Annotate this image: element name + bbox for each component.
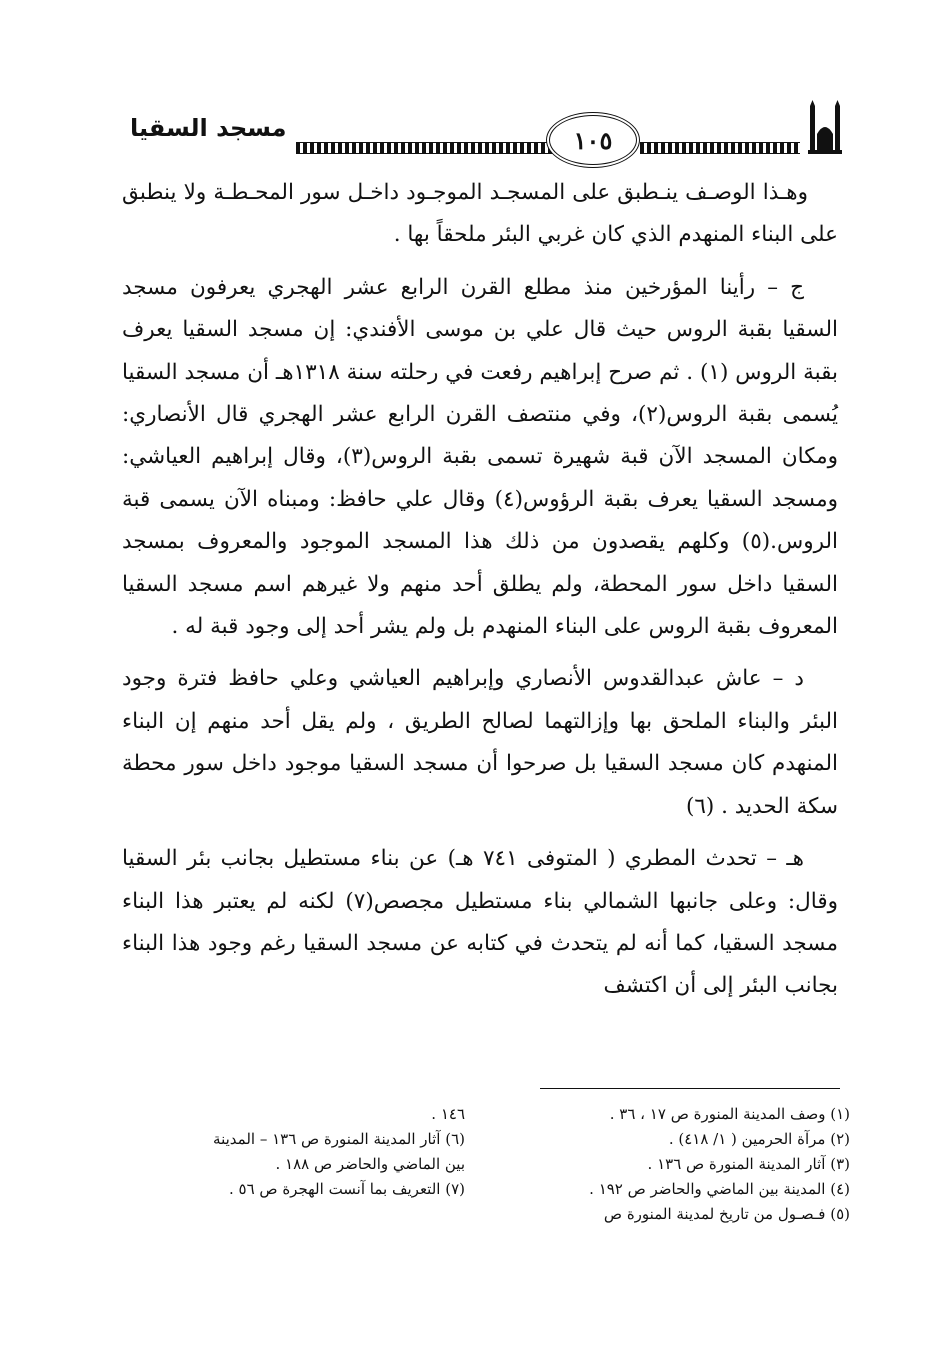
footnote: (٥) فـصـول من تاريخ لمدينة المنورة ص <box>603 1205 850 1223</box>
footnote: (٣) آثار المدينة المنورة ص ١٣٦ . <box>647 1155 850 1173</box>
footnote: (٦) آثار المدينة المنورة ص ١٣٦ – المدينة <box>213 1130 465 1148</box>
footnotes <box>120 1102 850 1272</box>
body-text <box>122 172 838 1018</box>
page-number: ١٠٥ <box>546 112 640 168</box>
page-header <box>120 100 840 180</box>
footnote-separator <box>540 1088 840 1089</box>
footnote: (٢) مرآة الحرمين ( ١/ ٤١٨) . <box>668 1130 850 1148</box>
mosque-icon <box>808 100 842 156</box>
paragraph: هـ – تحدث المطري ( المتوفى ٧٤١ هـ) عن بناء مستطيل بجانب بئر السقيا وقال: وعلى جانبها الشمالي بناء مستطيل مجصص(٧) لكنه لم يعتبر هذا البناء مسجد السقيا، كما أنه لم يتحدث في كتابه عن مسجد السقيا رغم وجود هذا البناء بجانب البئر إلى أن اكتشف <box>122 846 839 999</box>
rope-ornament-left <box>296 142 556 154</box>
footnotes-right-column <box>510 1102 850 1227</box>
footnote: (٤) المدينة بين الماضي والحاضر ص ١٩٢ . <box>589 1180 850 1198</box>
paragraph: ج – رأينا المؤرخين منذ مطلع القرن الرابع عشر الهجري يعرفون مسجد السقيا بقبة الروس حيث قال علي بن موسى الأفندي: إن مسجد السقيا يعرف بقبة الروس (١) . ثم صرح إبراهيم رفعت في رحلته سنة ١٣١٨هـ أن مسجد السقيا يُسمى بقبة الروس(٢)، وفي منتصف القرن الرابع عشر الهجري قال الأنصاري: ومكان المسجد الآن قبة شهيرة تسمى بقبة الروس(٣)، وقال إبراهيم العياشي: ومسجد السقيا يعرف بقبة الرؤوس(٤) وقال علي حافظ: ومبناه الآن يسمى قبة الروس.(٥) وكلهم يقصدون من ذلك هذا المسجد الموجود والمعروف بمسجد السقيا داخل سور المحطة، ولم يطلق أحد منهم ولا غيرهم اسم مسجد السقيا المعروف بقبة الروس على البناء المنهدم بل ولم يشر أحد إلى وجود قبة له . <box>122 274 839 640</box>
paragraph: وهـذا الوصـف ينـطبق على المسجـد الموجـود داخـل سور المحـطـة ولا ينطبق على البناء المنهدم الذي كان غربي البئر ملحقاً بها . <box>122 180 838 248</box>
footnote: ١٤٦ . <box>431 1105 465 1123</box>
paragraph: د – عاش عبدالقدوس الأنصاري وإبراهيم العياشي وعلي حافظ فترة وجود البئر والبناء الملحق بها وإزالتهما لصالح الطريق ، ولم يقل أحد منهم إن البناء المنهدم كان مسجد السقيا بل صرحوا أن مسجد السقيا موجود داخل سور محطة سكة الحديد . (٦) <box>122 666 838 819</box>
footnote: بين الماضي والحاضر ص ١٨٨ . <box>275 1155 465 1173</box>
footnote: (١) وصف المدينة المنورة ص ١٧ ، ٣٦ . <box>609 1105 850 1123</box>
running-title: مسجد السقيا <box>130 114 287 142</box>
footnote: (٧) التعريف بما آنست الهجرة ص ٥٦ . <box>228 1180 465 1198</box>
footnotes-left-column <box>120 1102 465 1202</box>
rope-ornament-right <box>640 142 800 154</box>
